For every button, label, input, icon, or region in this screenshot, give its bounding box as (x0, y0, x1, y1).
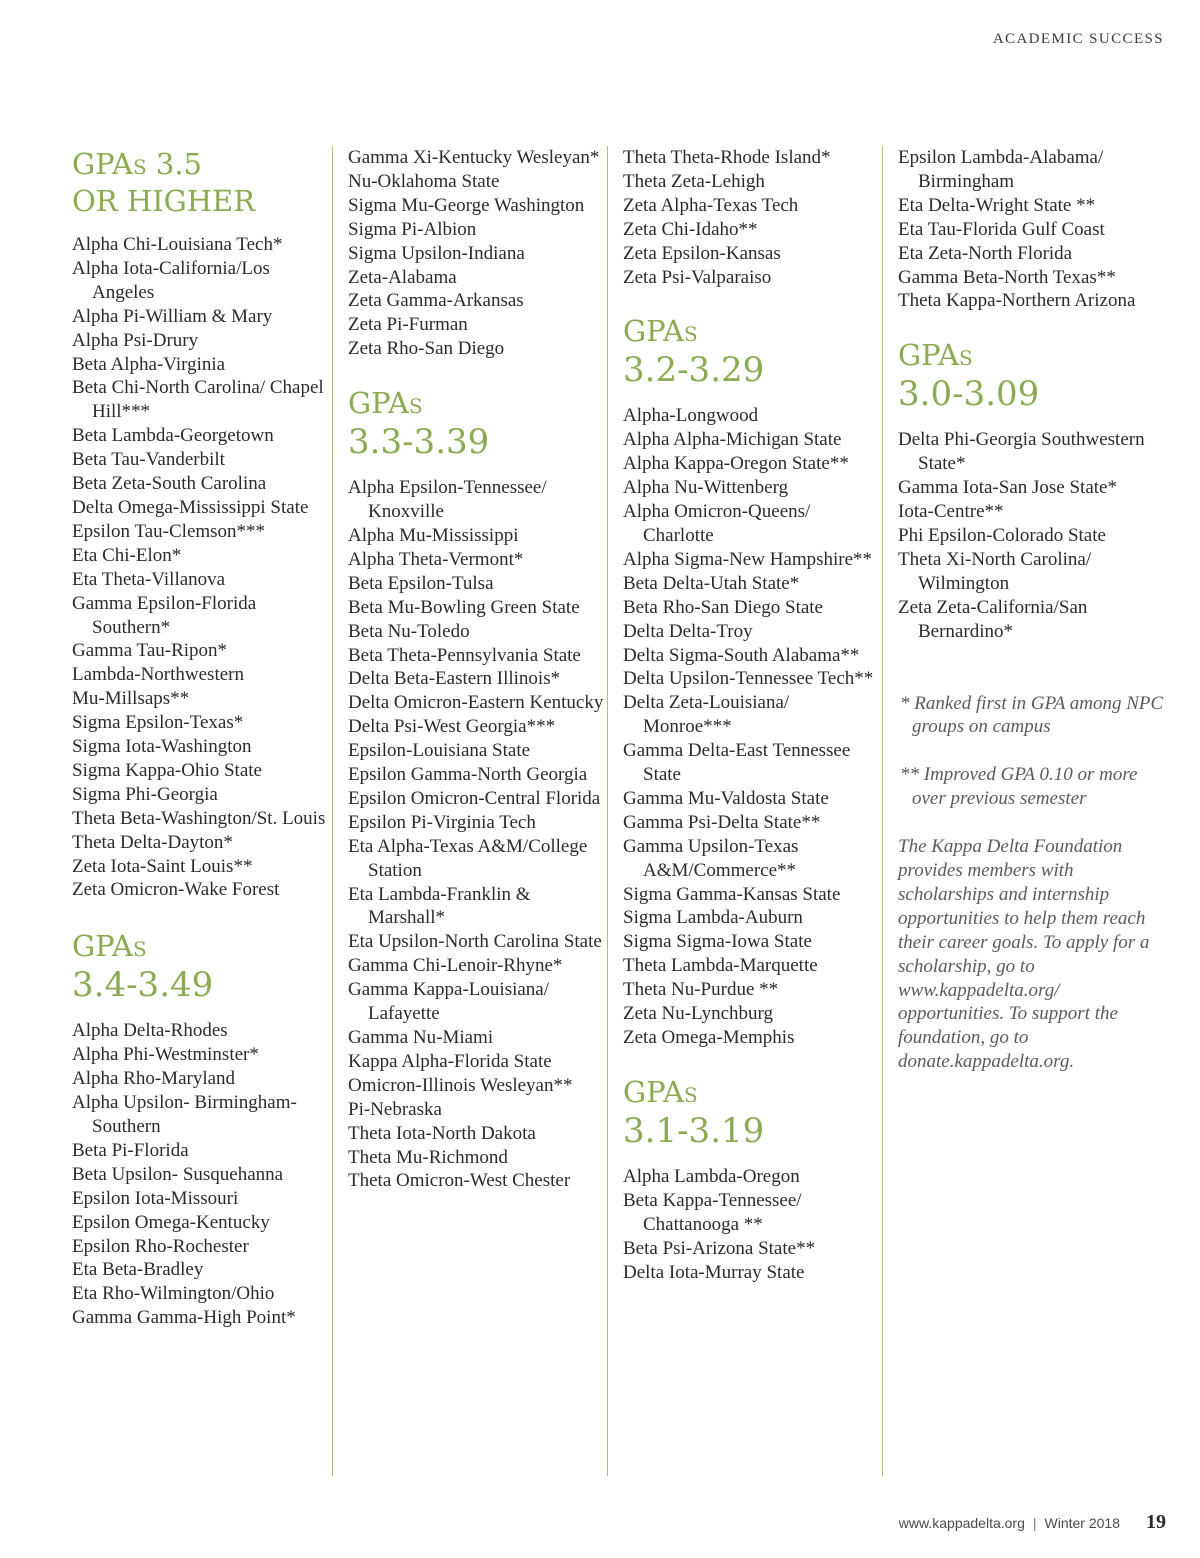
chapter-item: Theta Theta-Rhode Island* (623, 147, 831, 168)
chapter-item: Alpha Chi-Louisiana Tech* (72, 234, 283, 255)
chapter-item: Beta Rho-San Diego State (623, 596, 823, 618)
chapter-list (72, 233, 332, 902)
chapter-item: Alpha Omicron-Queens/ Charlotte (623, 501, 811, 546)
page-number: 19 (1146, 1511, 1166, 1533)
heading-line: GPAs (898, 338, 973, 373)
chapter-item: Delta Phi-Georgia Southwestern State* (898, 429, 1145, 475)
chapter-item: Sigma Kappa-Ohio State (72, 759, 262, 781)
chapter-list (898, 146, 1167, 313)
chapter-item: Theta Iota-North Dakota (348, 1122, 536, 1144)
chapter-item: Theta Nu-Purdue ** (623, 979, 779, 1001)
chapter-item: Beta Theta-Pennsylvania State (348, 644, 581, 666)
chapter-item: Sigma Sigma-Iowa State (623, 931, 812, 953)
chapter-item: Zeta Zeta-California/San Bernardino* (898, 596, 1088, 642)
chapter-item: Delta Psi-West Georgia*** (348, 716, 556, 738)
heading-gpa-3-2 (623, 313, 882, 390)
chapter-item: Theta Delta-Dayton* (72, 831, 233, 853)
chapter-item: Gamma Gamma-High Point* (72, 1307, 296, 1329)
chapter-item: Alpha Theta-Vermont* (348, 548, 524, 570)
chapter-item: Delta Omega-Mississippi State (72, 496, 309, 518)
chapter-item: Zeta Nu-Lynchburg (623, 1003, 774, 1025)
heading-line: 3.4-3.49 (72, 965, 214, 1006)
heading-gpa-3-4 (72, 928, 332, 1005)
chapter-item: Sigma Phi-Georgia (72, 783, 218, 805)
chapter-item: Zeta Epsilon-Kansas (623, 242, 781, 264)
chapter-item: Eta Alpha-Texas A&M/College Station (348, 835, 588, 881)
page-footer (899, 1511, 1166, 1534)
chapter-item: Delta Beta-Eastern Illinois* (348, 668, 561, 690)
chapter-item: Delta Delta-Troy (623, 620, 753, 642)
chapter-item: Sigma Pi-Albion (348, 218, 477, 240)
chapter-item: Sigma Gamma-Kansas State (623, 883, 841, 905)
chapter-item: Sigma Iota-Washington (72, 736, 252, 758)
footnote-ranked-first: * Ranked first in GPA among NPC groups on campus (900, 692, 1164, 738)
chapter-item: Gamma Beta-North Texas** (898, 266, 1116, 288)
chapter-item: Eta Chi-Elon* (72, 544, 182, 566)
chapter-item: Eta Beta-Bradley (72, 1259, 204, 1281)
chapter-item: Iota-Centre** (898, 501, 1004, 523)
chapter-item: Epsilon Rho-Rochester (72, 1235, 249, 1257)
chapter-list (348, 476, 607, 1193)
chapter-item: Theta Mu-Richmond (348, 1146, 508, 1168)
chapter-item: Alpha Iota-California/Los Angeles (72, 257, 270, 303)
chapter-item: Beta Epsilon-Tulsa (348, 572, 494, 594)
chapter-item: Beta Upsilon- Susquehanna (72, 1163, 284, 1185)
column-2 (332, 146, 607, 1476)
chapter-item: Gamma Upsilon-Texas A&M/Commerce** (623, 835, 799, 881)
chapter-item: Epsilon Omega-Kentucky (72, 1211, 270, 1233)
chapter-item: Sigma Mu-George Washington (348, 194, 585, 216)
chapter-item: Beta Mu-Bowling Green State (348, 596, 580, 618)
chapter-item: Beta Lambda-Georgetown (72, 425, 274, 447)
heading-line: GPAs (72, 929, 147, 964)
chapter-item: Lambda-Northwestern (72, 664, 244, 686)
chapter-item: Zeta Alpha-Texas Tech (623, 194, 799, 216)
chapter-item: Gamma Delta-East Tennessee State (623, 740, 851, 786)
heading-line: GPAs (348, 386, 423, 421)
footer-separator: | (1032, 1515, 1037, 1531)
heading-line: 3.3-3.39 (348, 422, 490, 463)
chapter-item: Zeta Rho-San Diego (348, 338, 505, 360)
chapter-item: Eta Lambda-Franklin & Marshall* (348, 883, 531, 929)
chapter-item: Sigma Epsilon-Texas* (72, 712, 244, 734)
chapter-item: Zeta Omicron-Wake Forest (72, 879, 280, 901)
column-4 (882, 146, 1167, 1476)
chapter-item: Delta Zeta-Louisiana/ Monroe*** (623, 692, 790, 738)
chapter-item: Alpha Pi-William & Mary (72, 305, 273, 327)
chapter-list (623, 1165, 882, 1285)
running-head: ACADEMIC SUCCESS (992, 31, 1164, 47)
chapter-item: Beta Delta-Utah State* (623, 572, 800, 594)
chapter-item: Delta Omicron-Eastern Kentucky (348, 692, 604, 714)
footnote-improved-gpa: ** Improved GPA 0.10 or more over previous semester (900, 764, 1138, 810)
chapter-item: Gamma Chi-Lenoir-Rhyne* (348, 955, 563, 977)
chapter-item: Sigma Lambda-Auburn (623, 907, 803, 929)
chapter-item: Alpha-Longwood (623, 405, 759, 427)
chapter-item: Phi Epsilon-Colorado State (898, 524, 1106, 546)
chapter-item: Mu-Millsaps** (72, 688, 190, 710)
chapter-item: Gamma Psi-Delta State** (623, 811, 821, 833)
heading-line: GPAs 3.5 (72, 147, 202, 181)
foundation-note: The Kappa Delta Foundation provides members with scholarships and internship opportunities to help them reach their career goals. To apply for a scholarship, go to www.kappadelta.org/ opportunities. To support the foundation, go to donate.kappadelta.org. (898, 836, 1150, 1073)
chapter-item: Theta Xi-North Carolina/ Wilmington (898, 548, 1092, 594)
chapter-item: Epsilon Tau-Clemson*** (72, 520, 266, 542)
chapter-item: Eta Rho-Wilmington/Ohio (72, 1283, 275, 1305)
chapter-item: Alpha Lambda-Oregon (623, 1165, 800, 1187)
chapter-item: Zeta Chi-Idaho** (623, 218, 758, 240)
chapter-item: Eta Zeta-North Florida (898, 242, 1073, 264)
chapter-item: Gamma Xi-Kentucky Wesleyan* (348, 147, 600, 168)
chapter-item: Alpha Kappa-Oregon State** (623, 453, 849, 475)
chapter-item: Delta Sigma-South Alabama** (623, 644, 860, 666)
heading-gpa-3-0 (898, 337, 1167, 414)
footer-issue: Winter 2018 (1044, 1515, 1120, 1531)
chapter-item: Alpha Rho-Maryland (72, 1068, 236, 1090)
heading-gpa-3-3 (348, 385, 607, 462)
chapter-item: Zeta Psi-Valparaiso (623, 266, 772, 288)
chapter-item: Zeta Gamma-Arkansas (348, 290, 524, 312)
chapter-item: Alpha Psi-Drury (72, 329, 199, 351)
chapter-item: Alpha Upsilon- Birmingham-Southern (72, 1092, 297, 1137)
chapter-item: Beta Pi-Florida (72, 1139, 189, 1161)
chapter-item: Epsilon Iota-Missouri (72, 1187, 239, 1209)
chapter-item: Alpha Alpha-Michigan State (623, 429, 842, 451)
chapter-item: Eta Delta-Wright State ** (898, 194, 1096, 216)
chapter-item: Beta Zeta-South Carolina (72, 473, 267, 495)
chapter-item: Gamma Kappa-Louisiana/ Lafayette (348, 979, 550, 1025)
chapter-item: Sigma Upsilon-Indiana (348, 242, 525, 264)
heading-line: 3.0-3.09 (898, 374, 1040, 415)
chapter-item: Zeta Iota-Saint Louis** (72, 855, 253, 877)
heading-line: 3.1-3.19 (623, 1110, 765, 1151)
chapter-item: Beta Alpha-Virginia (72, 353, 226, 375)
chapter-item: Beta Psi-Arizona State** (623, 1237, 816, 1259)
chapter-list (72, 1019, 332, 1330)
chapter-item: Zeta Pi-Furman (348, 314, 468, 336)
chapter-item: Kappa Alpha-Florida State (348, 1050, 552, 1072)
chapter-item: Alpha Mu-Mississippi (348, 524, 519, 546)
column-3 (607, 146, 882, 1476)
chapter-list (898, 428, 1167, 643)
chapter-item: Theta Kappa-Northern Arizona (898, 290, 1136, 312)
chapter-item: Alpha Phi-Westminster* (72, 1044, 259, 1066)
chapter-item: Gamma Mu-Valdosta State (623, 787, 829, 809)
chapter-item: Delta Upsilon-Tennessee Tech** (623, 668, 874, 690)
chapter-list (623, 146, 882, 289)
chapter-item: Beta Chi-North Carolina/ Chapel Hill*** (72, 377, 324, 423)
chapter-item: Delta Iota-Murray State (623, 1261, 805, 1283)
chapter-item: Alpha Delta-Rhodes (72, 1020, 228, 1042)
chapter-item: Alpha Nu-Wittenberg (623, 477, 789, 499)
chapter-item: Epsilon Omicron-Central Florida (348, 787, 601, 809)
chapter-item: Beta Tau-Vanderbilt (72, 449, 225, 471)
heading-line: GPAs (623, 314, 698, 349)
chapter-item: Gamma Tau-Ripon* (72, 640, 228, 662)
heading-gpa-3-5 (72, 146, 332, 220)
chapter-item: Nu-Oklahoma State (348, 170, 500, 192)
heading-line: GPAs (623, 1074, 698, 1109)
chapter-item: Theta Lambda-Marquette (623, 955, 818, 977)
chapter-item: Theta Zeta-Lehigh (623, 170, 765, 192)
chapter-item: Pi-Nebraska (348, 1098, 442, 1120)
chapter-item: Epsilon Lambda-Alabama/ Birmingham (898, 147, 1104, 192)
chapter-item: Alpha Sigma-New Hampshire** (623, 548, 873, 570)
chapter-item: Eta Upsilon-North Carolina State (348, 931, 602, 953)
chapter-item: Theta Beta-Washington/St. Louis (72, 807, 326, 829)
chapter-item: Epsilon Pi-Virginia Tech (348, 811, 536, 833)
heading-line: OR HIGHER (72, 184, 256, 218)
chapter-list (348, 146, 607, 361)
chapter-item: Gamma Nu-Miami (348, 1027, 494, 1048)
chapter-item: Alpha Epsilon-Tennessee/ Knoxville (348, 477, 547, 523)
chapter-item: Epsilon-Louisiana State (348, 740, 531, 762)
chapter-item: Theta Omicron-West Chester (348, 1170, 571, 1192)
chapter-item: Beta Nu-Toledo (348, 620, 470, 642)
chapter-item: Eta Theta-Villanova (72, 568, 226, 590)
column-1 (57, 146, 332, 1476)
chapter-item: Epsilon Gamma-North Georgia (348, 764, 588, 786)
gpa-columns (57, 146, 1167, 1476)
chapter-item: Zeta-Alabama (348, 266, 457, 288)
chapter-item: Omicron-Illinois Wesleyan** (348, 1074, 573, 1096)
footer-url[interactable]: www.kappadelta.org (898, 1515, 1025, 1531)
chapter-item: Beta Kappa-Tennessee/ Chattanooga ** (623, 1189, 802, 1235)
chapter-item: Eta Tau-Florida Gulf Coast (898, 218, 1105, 240)
chapter-item: Gamma Epsilon-Florida Southern* (72, 592, 257, 638)
chapter-item: Zeta Omega-Memphis (623, 1027, 795, 1048)
chapter-list (623, 404, 882, 1049)
heading-gpa-3-1 (623, 1074, 882, 1151)
heading-line: 3.2-3.29 (623, 350, 765, 391)
chapter-item: Gamma Iota-San Jose State* (898, 477, 1117, 499)
